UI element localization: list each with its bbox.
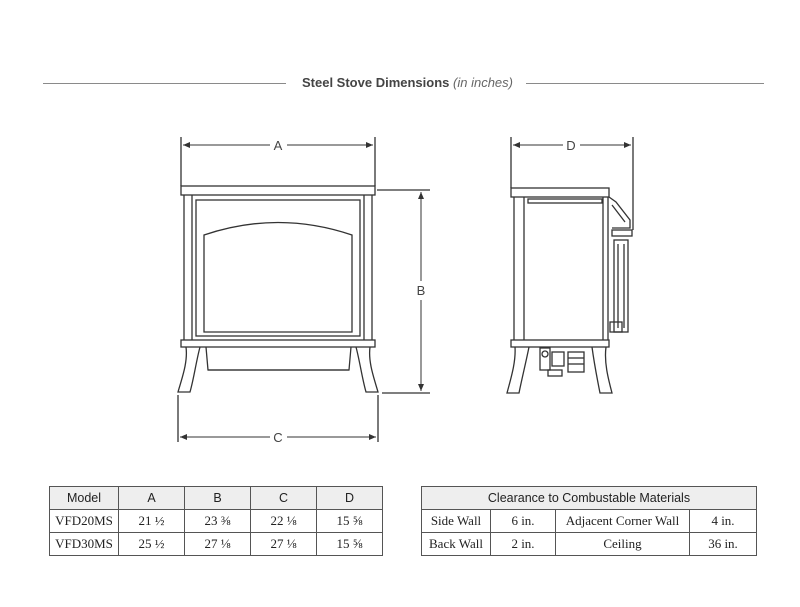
side-rear-box (610, 322, 622, 332)
front-door-frame (196, 200, 360, 336)
clearance-header-row (422, 487, 757, 510)
front-leg-left (178, 347, 200, 392)
header-a: A (119, 487, 185, 510)
header-model: Model (50, 487, 119, 510)
side-rear-shield (614, 240, 628, 332)
clearance-label: Adjacent Corner Wall (556, 510, 690, 533)
table-row (422, 510, 757, 533)
side-view (507, 137, 633, 393)
table-row (50, 510, 383, 533)
cell-b: 27 ⅛ (185, 533, 251, 556)
side-flue-detail (612, 205, 625, 222)
clearance-table (421, 486, 757, 556)
front-leg-right (356, 347, 378, 392)
front-top-slab (181, 186, 375, 195)
side-mech-block (552, 352, 564, 366)
side-flue-outlet (609, 197, 630, 228)
side-leg-back (592, 347, 612, 393)
cell-d: 15 ⅝ (317, 510, 383, 533)
clearance-title: Clearance to Combustable Materials (422, 487, 757, 510)
table-row (50, 533, 383, 556)
cell-c: 22 ⅛ (251, 510, 317, 533)
dim-label-b: B (416, 283, 426, 298)
clearance-value: 6 in. (491, 510, 556, 533)
header-c: C (251, 487, 317, 510)
side-mech-knob (542, 351, 548, 357)
cell-c: 27 ⅛ (251, 533, 317, 556)
model-dimensions-table (49, 486, 383, 556)
clearance-label: Side Wall (422, 510, 491, 533)
cell-model: VFD20MS (50, 510, 119, 533)
front-door-glass (204, 223, 352, 333)
dim-label-c: C (273, 430, 283, 445)
side-mech-base (548, 370, 562, 376)
clearance-label: Back Wall (422, 533, 491, 556)
header-b: B (185, 487, 251, 510)
cell-a: 21 ½ (119, 510, 185, 533)
side-top-slab (511, 188, 609, 197)
dim-label-d: D (566, 138, 576, 153)
front-base-rail (181, 340, 375, 347)
cell-a: 25 ½ (119, 533, 185, 556)
cell-d: 15 ⅝ (317, 533, 383, 556)
diagram-title-main: Steel Stove Dimensions (302, 75, 450, 90)
side-leg-front (507, 347, 529, 393)
side-upper-band (528, 199, 602, 203)
clearance-value: 2 in. (491, 533, 556, 556)
clearance-value: 36 in. (690, 533, 757, 556)
side-mech-burner (568, 352, 584, 372)
front-ash-apron (206, 347, 351, 370)
front-view (178, 137, 430, 442)
clearance-value: 4 in. (690, 510, 757, 533)
side-rear-cap (612, 230, 632, 236)
header-d: D (317, 487, 383, 510)
table-header-row (50, 487, 383, 510)
clearance-label: Ceiling (556, 533, 690, 556)
cell-b: 23 ⅜ (185, 510, 251, 533)
diagram-title-note: (in inches) (453, 75, 513, 90)
cell-model: VFD30MS (50, 533, 119, 556)
dim-label-a: A (273, 138, 283, 153)
table-row (422, 533, 757, 556)
side-base-rail (511, 340, 609, 347)
